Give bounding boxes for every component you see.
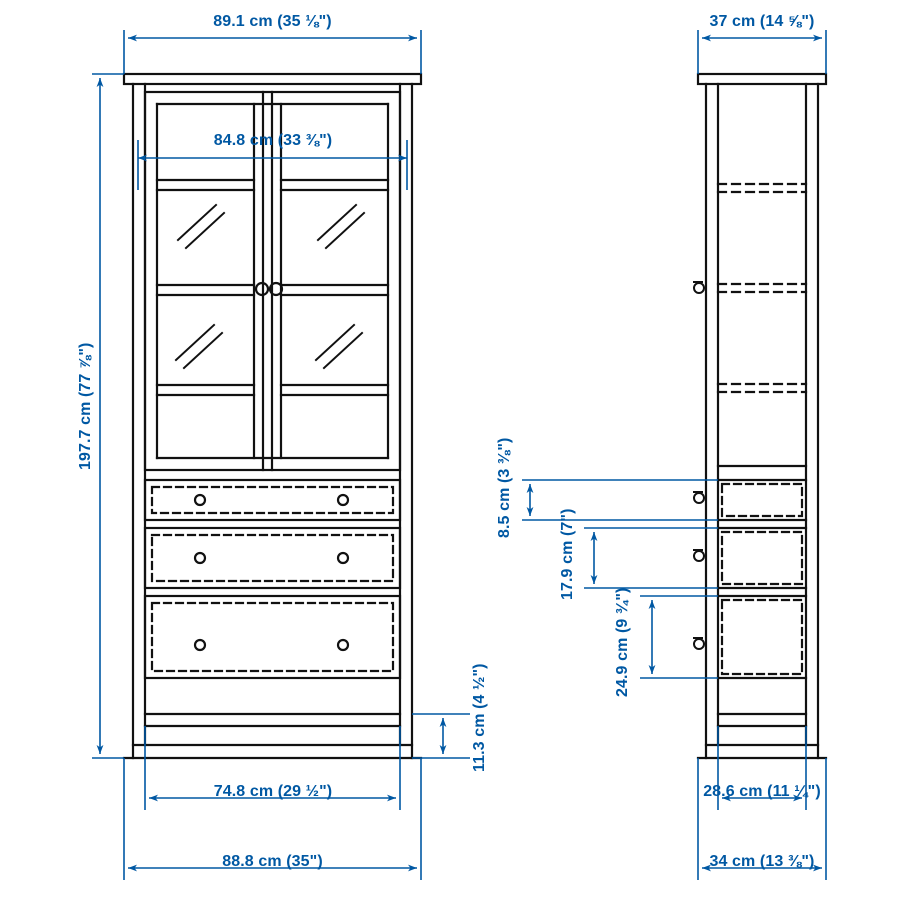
dim-drawer-top-height: 8.5 cm (3 ⅜") — [496, 437, 513, 538]
dim-front-base-inner-width: 74.8 cm (29 ½") — [213, 783, 333, 800]
front-view-cabinet — [124, 74, 421, 758]
dim-drawer-bottom-height: 24.9 cm (9 ¾") — [614, 587, 631, 697]
dim-side-base-depth: 34 cm (13 ⅜") — [709, 853, 815, 870]
dim-front-base-width: 88.8 cm (35") — [222, 853, 323, 870]
side-view-cabinet — [694, 74, 826, 758]
dim-side-base-inner-depth: 28.6 cm (11 ¼") — [703, 783, 821, 800]
dim-front-plinth-height: 11.3 cm (4 ½") — [471, 663, 488, 772]
dim-drawer-mid-height: 17.9 cm (7") — [559, 508, 576, 600]
dim-front-inner-width: 84.8 cm (33 ⅜") — [213, 132, 333, 149]
dim-front-height: 197.7 cm (77 ⅞") — [77, 342, 94, 470]
dim-front-total-width: 89.1 cm (35 ⅛") — [213, 13, 332, 30]
dim-side-total-depth: 37 cm (14 ⅝") — [709, 13, 815, 30]
dimension-lines-side — [522, 30, 826, 880]
